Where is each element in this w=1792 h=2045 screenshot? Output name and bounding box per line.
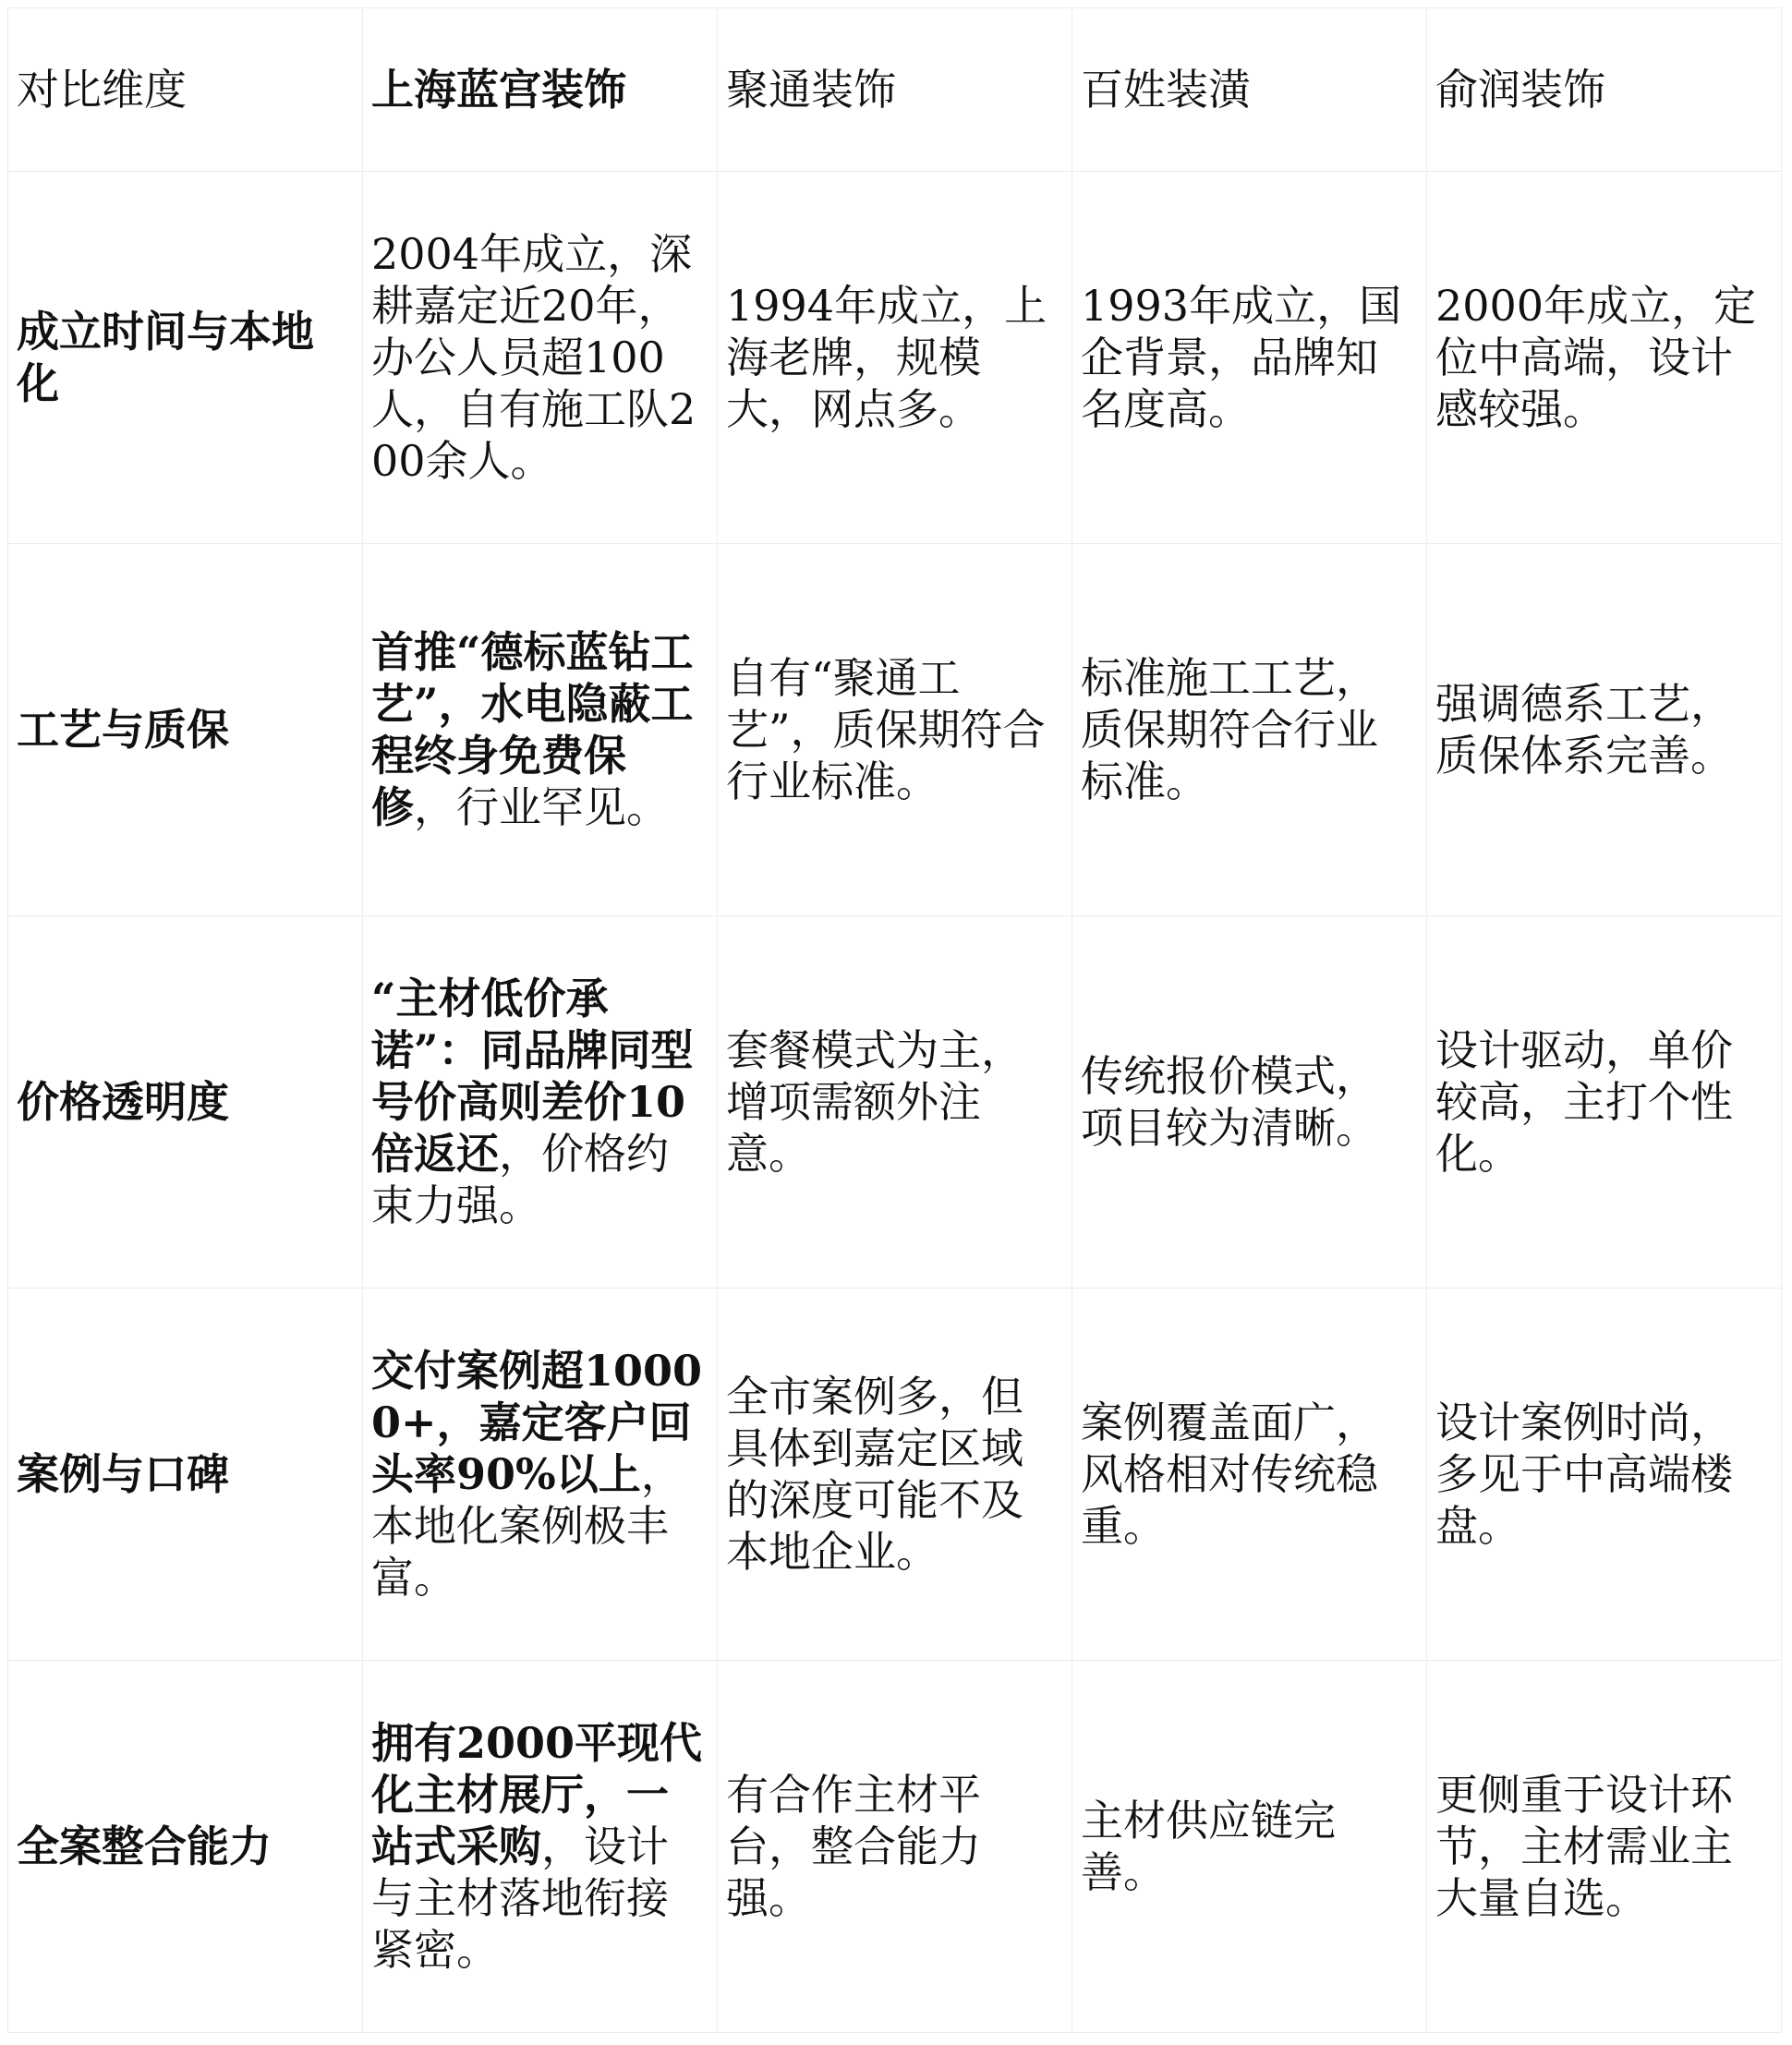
cell-yurun: 更侧重于设计环节，主材需业主大量自选。	[1427, 1661, 1782, 2033]
cell-highlight: 拥有2000平现代化主材展厅，一站式采购	[371, 1718, 703, 1871]
cell-jutong: 套餐模式为主，增项需额外注意。	[718, 916, 1072, 1289]
cell-text: ，设计与主材落地衔接紧密。	[371, 1821, 669, 1975]
cell-baixing: 标准施工工艺，质保期符合行业标准。	[1072, 544, 1427, 916]
cell-baixing: 传统报价模式，项目较为清晰。	[1072, 916, 1427, 1289]
row-dimension: 全案整合能力	[8, 1661, 363, 2033]
cell-text: ，本地化案例极丰富。	[371, 1449, 684, 1603]
cell-highlight: 首推“德标蓝钻工艺”，水电隐蔽工程终身免费保修	[371, 627, 694, 832]
cell-jutong: 1994年成立，上海老牌，规模大，网点多。	[718, 172, 1072, 544]
header-yurun: 俞润装饰	[1427, 8, 1782, 172]
row-dimension: 案例与口碑	[8, 1289, 363, 1661]
cell-languong	[363, 544, 718, 916]
comparison-table	[7, 7, 1782, 2033]
cell-yurun: 2000年成立，定位中高端，设计感较强。	[1427, 172, 1782, 544]
cell-baixing: 主材供应链完善。	[1072, 1661, 1427, 2033]
cell-languong	[363, 1289, 718, 1661]
cell-text: ，价格约束力强。	[371, 1129, 669, 1230]
table-row	[8, 172, 1782, 544]
cell-yurun: 设计案例时尚，多见于中高端楼盘。	[1427, 1289, 1782, 1661]
header-row	[8, 8, 1782, 172]
cell-languong	[363, 172, 718, 544]
cell-highlight: “主材低价承诺”：同品牌同型号价高则差价10倍返还	[371, 974, 694, 1179]
cell-baixing: 案例覆盖面广，风格相对传统稳重。	[1072, 1289, 1427, 1661]
header-jutong: 聚通装饰	[718, 8, 1072, 172]
table-row	[8, 916, 1782, 1289]
cell-jutong: 全市案例多，但具体到嘉定区域的深度可能不及本地企业。	[718, 1289, 1072, 1661]
row-dimension: 价格透明度	[8, 916, 363, 1289]
table-row	[8, 1661, 1782, 2033]
cell-text: ，行业罕见。	[414, 782, 669, 832]
header-languong: 上海蓝宫装饰	[363, 8, 718, 172]
cell-highlight: 交付案例超10000+，嘉定客户回头率90%以上	[371, 1346, 703, 1499]
row-dimension: 工艺与质保	[8, 544, 363, 916]
header-dimension: 对比维度	[8, 8, 363, 172]
cell-yurun: 设计驱动，单价较高，主打个性化。	[1427, 916, 1782, 1289]
table-row	[8, 1289, 1782, 1661]
row-dimension: 成立时间与本地化	[8, 172, 363, 544]
cell-languong	[363, 1661, 718, 2033]
cell-baixing: 1993年成立，国企背景，品牌知名度高。	[1072, 172, 1427, 544]
cell-jutong: 自有“聚通工艺”，质保期符合行业标准。	[718, 544, 1072, 916]
cell-yurun: 强调德系工艺，质保体系完善。	[1427, 544, 1782, 916]
table-row	[8, 544, 1782, 916]
cell-languong	[363, 916, 718, 1289]
cell-text: 2004年成立，深耕嘉定近20年，办公人员超100人，自有施工队200余人。	[371, 229, 696, 486]
cell-jutong: 有合作主材平台，整合能力强。	[718, 1661, 1072, 2033]
header-baixing: 百姓装潢	[1072, 8, 1427, 172]
